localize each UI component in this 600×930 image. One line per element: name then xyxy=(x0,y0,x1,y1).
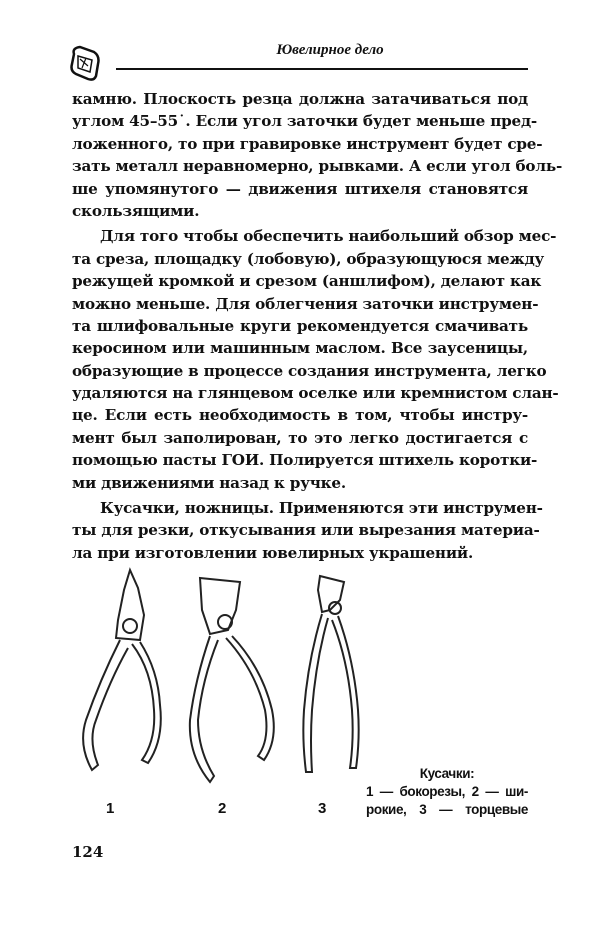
text-line: углом 45–55˙. Если угол заточки будет меньше пред- xyxy=(72,112,538,131)
figure-label-1: 1 xyxy=(106,800,115,817)
figure-caption xyxy=(366,765,528,819)
caption-line: 1 — бокорезы, 2 — ши- xyxy=(366,784,528,799)
caption-line: рокие, 3 — торцевые xyxy=(366,802,528,817)
side-cutters-drawing xyxy=(83,570,161,770)
header-rule xyxy=(116,68,528,70)
text-line: режущей кромкой и срезом (аншлифом), делают как xyxy=(72,272,542,291)
nippers-drawing xyxy=(303,576,358,772)
caption-title: Кусачки: xyxy=(419,766,475,781)
paragraph xyxy=(72,225,559,494)
text-line: камню. Плоскость резца должна затачиваться под xyxy=(72,90,528,108)
end-cutters-drawing xyxy=(190,578,274,782)
text-line: керосином или машинным маслом. Все заусеницы, xyxy=(72,339,528,358)
text-line: мент был заполирован, то это легко достигается с xyxy=(72,428,528,447)
text-line: ла при изготовлении ювелирных украшений. xyxy=(72,543,474,562)
text-line: зать металл неравномерно, рывками. А если угол боль- xyxy=(72,157,563,176)
body-text xyxy=(72,88,563,564)
figure-label-3: 3 xyxy=(318,800,327,817)
text-line: образующие в процессе создания инструмента, легко xyxy=(72,361,547,380)
text-line: можно меньше. Для облегчения заточки инструмен- xyxy=(72,294,539,313)
text-line: удаляются на глянцевом оселке или кремнистом слан- xyxy=(72,384,559,403)
text-line: Кусачки, ножницы. Применяются эти инструмен- xyxy=(100,499,543,518)
text-line: ты для резки, откусывания или вырезания материа- xyxy=(72,521,540,540)
paragraph xyxy=(72,497,543,564)
jewel-emblem-icon xyxy=(68,44,102,82)
page-number: 124 xyxy=(72,843,104,861)
text-line: та шлифовальные круги рекомендуется смачивать xyxy=(72,316,528,335)
figure-label-2: 2 xyxy=(218,800,227,817)
text-line: Для того чтобы обеспечить наибольший обзор мес- xyxy=(100,227,557,246)
text-line: помощью пасты ГОИ. Полируется штихель коротки- xyxy=(72,451,538,470)
pliers-illustration xyxy=(60,560,390,800)
paragraph xyxy=(72,88,563,222)
text-line: ми движениями назад к ручке. xyxy=(72,473,346,492)
running-header-title: Ювелирное дело xyxy=(276,42,384,58)
text-line: це. Если есть необходимость в том, чтобы инстру- xyxy=(72,406,528,425)
text-line: скользящими. xyxy=(72,201,200,220)
text-line: ше упомянутого — движения штихеля становятся xyxy=(72,179,528,198)
text-line: та среза, площадку (лобовую), образующуюся между xyxy=(72,249,545,268)
text-line: ложенного, то при гравировке инструмент будет сре- xyxy=(72,134,543,153)
